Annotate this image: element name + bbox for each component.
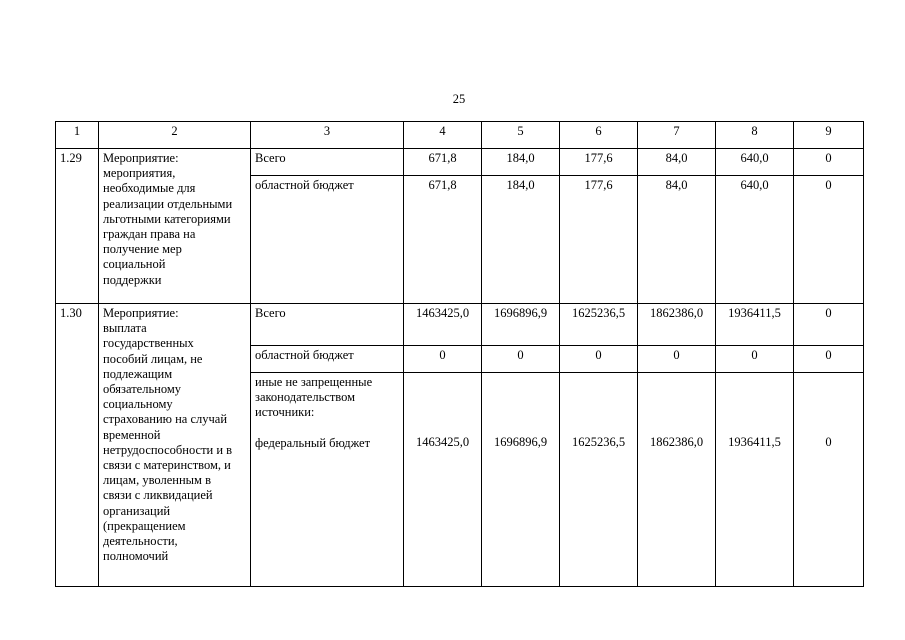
value-cell: 1862386,0 (638, 304, 716, 346)
funding-source: Всего (251, 149, 404, 176)
description-line: обязательному (103, 382, 182, 397)
description-line: временной (103, 427, 161, 442)
header-row (56, 122, 864, 149)
description-line: социальному (103, 397, 173, 412)
description-line: связи с ликвидацией (103, 488, 213, 503)
value-cell: 0 (794, 304, 864, 346)
value-text: 1625236,5 (571, 435, 626, 449)
description-line: государственных (103, 336, 194, 351)
column-header: 7 (638, 122, 716, 149)
value-cell: 0 (794, 346, 864, 373)
value-cell (404, 373, 482, 587)
column-header: 1 (56, 122, 99, 149)
description-line: страхованию на случай (103, 412, 228, 427)
column-header: 4 (404, 122, 482, 149)
description-line: Мероприятие: (103, 151, 179, 165)
source-line: иные не запрещенные (255, 375, 373, 389)
row-number: 1.30 (56, 304, 99, 587)
value-cell: 671,8 (404, 149, 482, 176)
description-line: лицам, уволенным в (103, 473, 211, 488)
description-line: льготными категориями (103, 211, 231, 226)
column-header: 3 (251, 122, 404, 149)
value-text: 1463425,0 (415, 435, 470, 449)
value-cell: 1625236,5 (560, 304, 638, 346)
value-cell: 184,0 (482, 149, 560, 176)
description-line: поддержки (103, 272, 162, 287)
value-cell (638, 373, 716, 587)
value-cell: 640,0 (716, 176, 794, 304)
value-cell: 0 (794, 176, 864, 304)
description-line: деятельности, (103, 534, 178, 549)
value-text: 0 (825, 435, 832, 449)
value-cell: 0 (404, 346, 482, 373)
value-cell: 0 (638, 346, 716, 373)
column-header: 2 (99, 122, 251, 149)
description-line: выплата (103, 321, 147, 336)
value-cell: 177,6 (560, 149, 638, 176)
value-cell: 1696896,9 (482, 304, 560, 346)
funding-source: областной бюджет (251, 176, 404, 304)
value-cell (482, 373, 560, 587)
value-text: 1936411,5 (728, 435, 781, 449)
value-cell (560, 373, 638, 587)
value-cell: 1936411,5 (716, 304, 794, 346)
value-cell: 84,0 (638, 176, 716, 304)
page-number: 25 (452, 92, 466, 106)
column-header: 9 (794, 122, 864, 149)
value-cell: 84,0 (638, 149, 716, 176)
measure-description (99, 149, 251, 304)
budget-table (55, 121, 864, 587)
source-line: источники: (255, 405, 315, 420)
value-cell: 640,0 (716, 149, 794, 176)
value-cell: 0 (716, 346, 794, 373)
value-cell: 671,8 (404, 176, 482, 304)
value-cell: 0 (482, 346, 560, 373)
funding-source: Всего (251, 304, 404, 346)
description-line: организаций (103, 503, 171, 518)
description-line: получение мер (103, 242, 182, 257)
column-header: 5 (482, 122, 560, 149)
value-cell: 177,6 (560, 176, 638, 304)
description-line: необходимые для (103, 181, 196, 196)
description-line: нетрудоспособности и в (103, 442, 233, 457)
funding-source (251, 373, 404, 587)
table-row (56, 149, 864, 176)
measure-description (99, 304, 251, 587)
value-cell: 0 (560, 346, 638, 373)
description-line: граждан права на (103, 227, 196, 242)
value-cell: 1463425,0 (404, 304, 482, 346)
value-cell (716, 373, 794, 587)
description-line: (прекращением (103, 518, 186, 533)
description-line: пособий лицам, не (103, 351, 203, 366)
value-cell (794, 373, 864, 587)
value-text: 1862386,0 (649, 435, 704, 449)
value-text: 1696896,9 (493, 435, 548, 449)
description-line: реализации отдельными (103, 196, 233, 211)
funding-source: областной бюджет (251, 346, 404, 373)
description-line: мероприятия, (103, 166, 176, 181)
source-line: законодательством (255, 390, 356, 405)
column-header: 6 (560, 122, 638, 149)
table-row (56, 304, 864, 346)
description-line: социальной (103, 257, 166, 272)
description-line: Мероприятие: (103, 306, 179, 320)
description-line: полномочий (103, 549, 169, 564)
description-line: подлежащим (103, 366, 173, 381)
source-line: федеральный бюджет (255, 435, 371, 450)
column-header: 8 (716, 122, 794, 149)
description-line: связи с материнством, и (103, 458, 231, 473)
value-cell: 184,0 (482, 176, 560, 304)
value-cell: 0 (794, 149, 864, 176)
row-number: 1.29 (56, 149, 99, 304)
